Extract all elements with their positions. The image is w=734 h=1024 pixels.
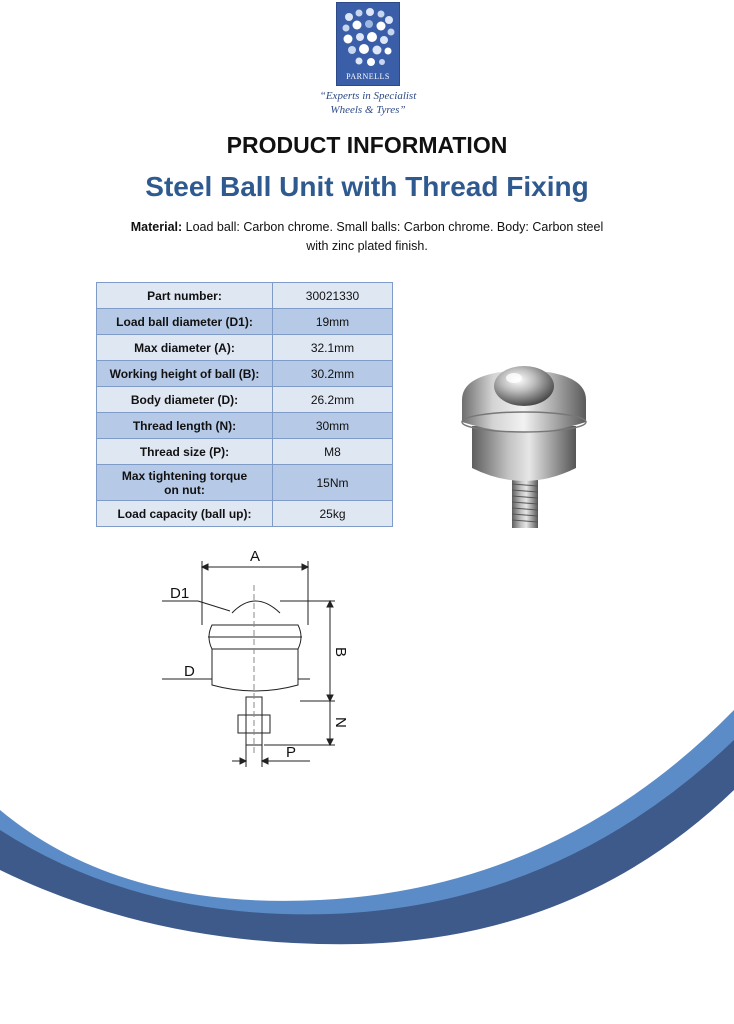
spec-value: 30.2mm [273,361,393,387]
spec-label: Max diameter (A): [97,335,273,361]
spec-label-line1: Max tightening torque [121,468,248,483]
spec-value: 32.1mm [273,335,393,361]
spec-label: Load ball diameter (D1): [97,309,273,335]
dim-label-d1: D1 [170,585,190,602]
spec-label: Part number: [97,283,273,309]
material-text-line2: with zinc plated finish. [306,239,428,253]
spec-table [96,282,393,527]
dim-label-a: A [250,548,261,565]
material-label: Material: [130,220,183,234]
brand-tagline-line2: Wheels & Tyres” [330,104,406,116]
dim-label-d: D [184,663,195,680]
brand-logo [336,2,400,86]
spec-label: Thread size (P): [97,439,273,465]
spec-label: Load capacity (ball up): [97,501,273,527]
spec-value: 26.2mm [273,387,393,413]
material-text-line1: Load ball: Carbon chrome. Small balls: Carbon chrome. Body: Carbon steel [182,220,604,234]
dim-label-n: N [332,717,349,728]
table-row [97,387,393,413]
spec-value: 19mm [273,309,393,335]
spec-value: 25kg [273,501,393,527]
table-row [97,501,393,527]
spec-value: M8 [273,439,393,465]
table-row [97,439,393,465]
spec-value: 30021330 [273,283,393,309]
table-row [97,413,393,439]
table-row [97,309,393,335]
dim-label-b: B [332,647,349,658]
page-heading: PRODUCT INFORMATION [226,132,508,158]
product-photo [458,360,590,532]
product-title: Steel Ball Unit with Thread Fixing [145,171,589,202]
decorative-wave-shape [0,700,734,1024]
spec-label: Body diameter (D): [97,387,273,413]
spec-label: Working height of ball (B): [97,361,273,387]
spec-value: 15Nm [273,465,393,501]
spec-value: 30mm [273,413,393,439]
table-row [97,361,393,387]
material-description [120,218,614,256]
table-row [97,335,393,361]
brand-name: PARNELLS [346,72,390,81]
spec-label [97,465,273,501]
spec-label-line2: on nut: [164,482,205,497]
dim-label-p: P [286,744,297,761]
table-row [97,465,393,501]
table-row [97,283,393,309]
brand-tagline-line1: “Experts in Specialist [319,90,417,102]
spec-label: Thread length (N): [97,413,273,439]
